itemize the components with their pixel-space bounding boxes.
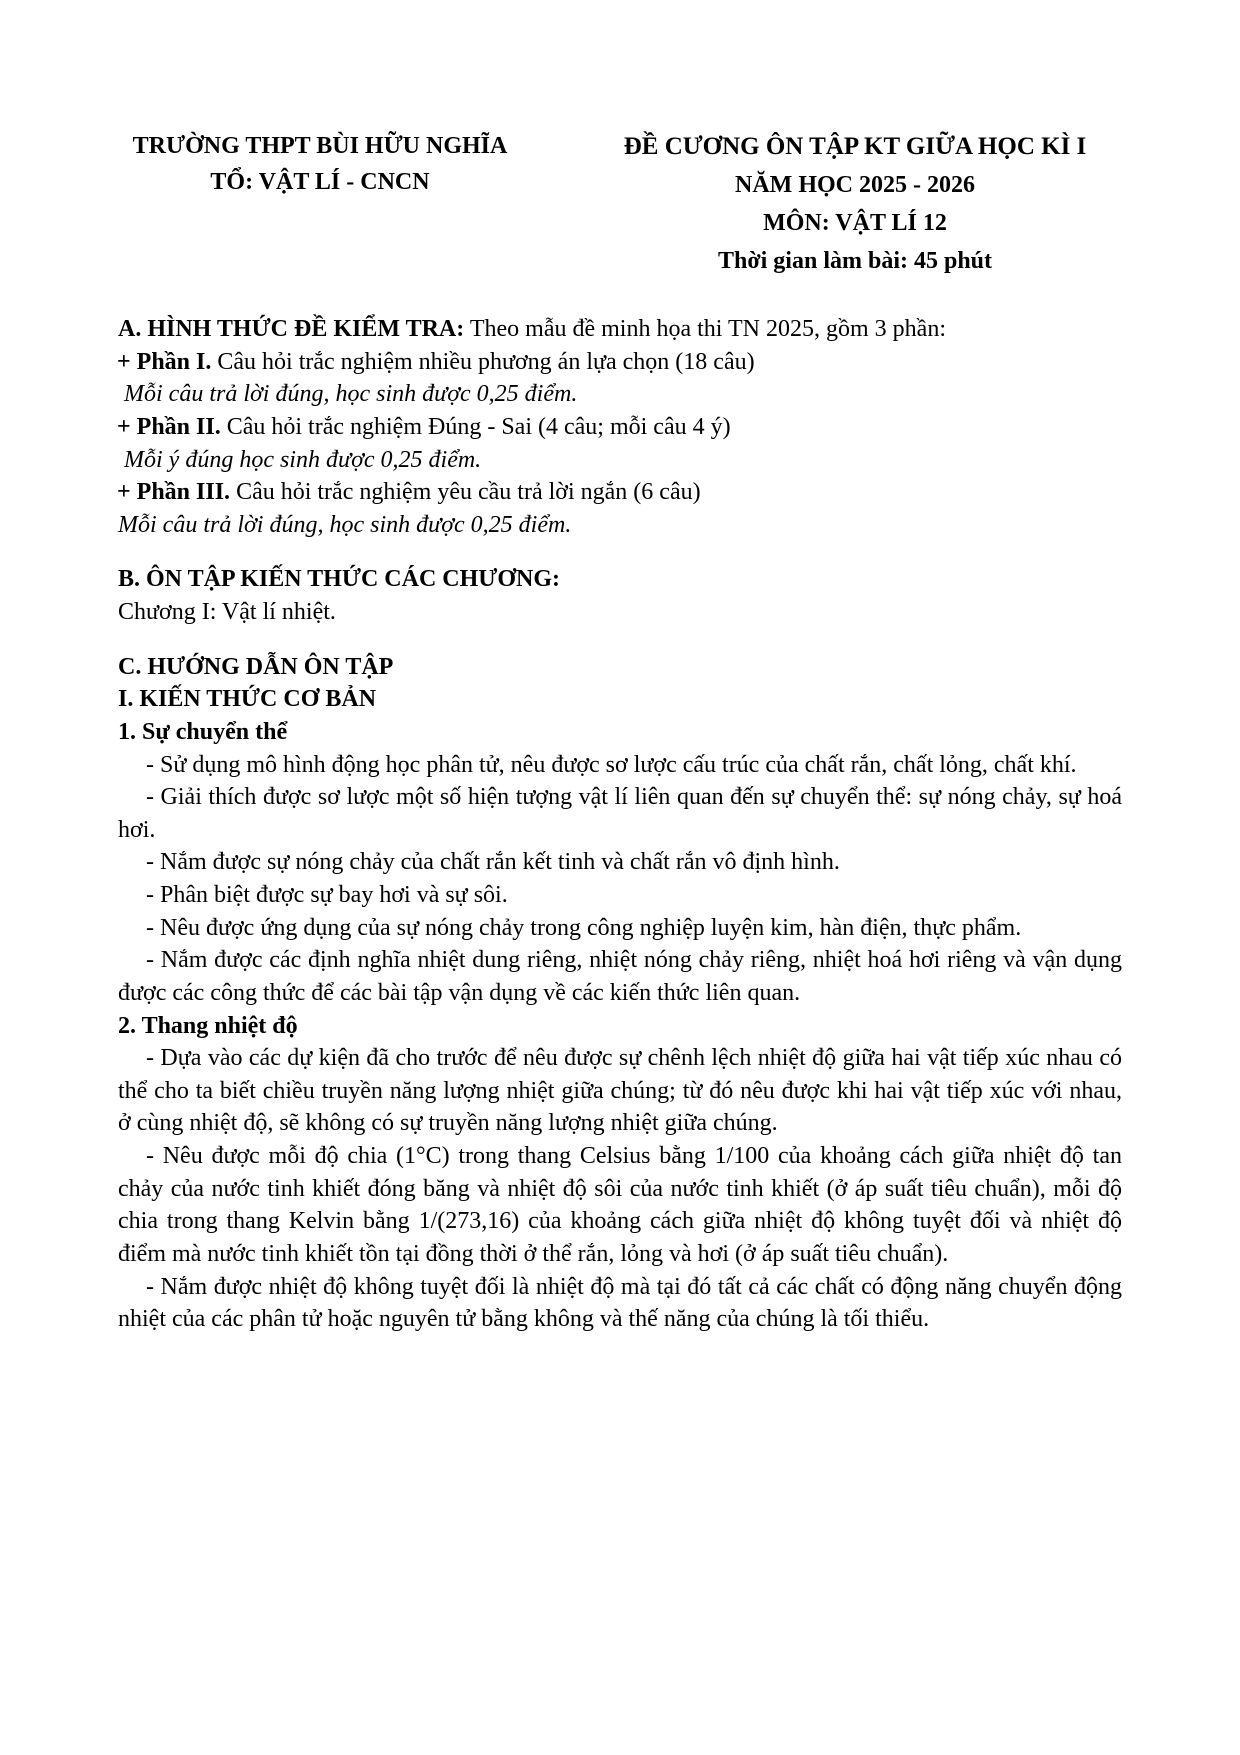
topic-1-item: - Nêu được ứng dụng của sự nóng chảy trong công nghiệp luyện kim, hàn điện, thực phẩm. [146,914,1022,941]
topic-1-item: - Nắm được sự nóng chảy của chất rắn kết tinh và chất rắn vô định hình. [146,849,840,876]
section-c [118,651,1122,1336]
part-3-desc: Câu hỏi trắc nghiệm yêu cầu trả lời ngắn (6 câu) [230,479,701,506]
section-a [118,313,1122,541]
chapter-name: Chương I: Vật lí nhiệt. [118,599,336,625]
exam-info [570,128,1140,280]
topic-1-item: - Nắm được các định nghĩa nhiệt dung riêng, nhiệt nóng chảy riêng, nhiệt hoá hơi riêng và vận dụng được các công thức để các bài tập vận dụng về các kiến thức liên quan. [118,947,1122,1006]
part-2-desc: Câu hỏi trắc nghiệm Đúng - Sai (4 câu; mỗi câu 4 ý) [220,413,731,440]
spacer [118,629,1122,651]
part-3-line [117,476,1122,509]
part-2-line [117,411,1122,444]
subject-name: MÔN: VẬT LÍ 12 [763,210,947,236]
section-a-title-rest: Theo mẫu đề minh họa thi TN 2025, gồm 3 phần: [464,316,946,342]
department-name: TỔ: VẬT LÍ - CNCN [210,169,430,195]
part-3-score: Mỗi câu trả lời đúng, học sinh được 0,25 điểm. [118,511,572,538]
part-1-desc: Câu hỏi trắc nghiệm nhiều phương án lựa chọn (18 câu) [211,348,755,375]
topic-1-item: - Sử dụng mô hình động học phân tử, nêu được sơ lược cấu trúc của chất rắn, chất lỏng, chất khí. [146,751,1077,778]
section-c-title: C. HƯỚNG DẪN ÔN TẬP [118,653,394,680]
part-1-label: + Phần I. [117,348,212,375]
school-info [100,128,540,200]
section-a-title: A. HÌNH THỨC ĐỀ KIỂM TRA: [118,316,465,342]
topic-1-item: - Giải thích được sơ lược một số hiện tượng vật lí liên quan đến sự chuyển thể: sự nóng chảy, sự hoá hơi. [118,784,1122,843]
school-name: TRƯỜNG THPT BÙI HỮU NGHĨA [132,133,508,159]
part-3-label: + Phần III. [117,479,231,506]
section-b [118,563,1122,628]
school-year: NĂM HỌC 2025 - 2026 [735,172,975,198]
part-2-score: Mỗi ý đúng học sinh được 0,25 điểm. [124,446,482,473]
section-c-subtitle: I. KIẾN THỨC CƠ BẢN [118,686,377,713]
part-2-label: + Phần II. [117,413,221,440]
topic-2-item: - Nêu được mỗi độ chia (1°C) trong thang Celsius bằng 1/100 của khoảng cách giữa nhiệt độ tan chảy của nước tinh khiết đóng băng và nhiệt độ sôi của nước tinh khiết (ở áp suất tiêu chuẩn), mỗi độ chia trong thang Kelvin bằng 1/(273,16) của khoảng cách giữa nhiệt độ không tuyệt đối và nhiệt độ điểm mà nước tinh khiết tồn tại đồng thời ở thể rắn, lỏng và hơi (ở áp suất tiêu chuẩn). [118,1143,1122,1267]
topic-2-heading: 2. Thang nhiệt độ [118,1012,298,1039]
document-title: ĐỀ CƯƠNG ÔN TẬP KT GIỮA HỌC KÌ I [623,133,1087,160]
section-b-title: B. ÔN TẬP KIẾN THỨC CÁC CHƯƠNG: [118,566,561,593]
document-body [118,313,1122,1336]
document-header [100,128,1140,278]
spacer [118,541,1122,563]
topic-2-item: - Nắm được nhiệt độ không tuyệt đối là nhiệt độ mà tại đó tất cả các chất có động năng chuyển động nhiệt của các phân tử hoặc nguyên tử bằng không và thế năng của chúng là tối thiểu. [118,1273,1122,1333]
part-1-score: Mỗi câu trả lời đúng, học sinh được 0,25 điểm. [124,381,578,408]
exam-duration: Thời gian làm bài: 45 phút [717,248,993,274]
topic-1-heading: 1. Sự chuyển thể [118,718,288,745]
topic-1-item: - Phân biệt được sự bay hơi và sự sôi. [146,882,508,908]
section-a-title-line [118,313,1122,346]
topic-2-item: - Dựa vào các dự kiện đã cho trước để nêu được sự chênh lệch nhiệt độ giữa hai vật tiếp xúc nhau có thể cho ta biết chiều truyền năng lượng nhiệt giữa chúng; từ đó nêu được khi hai vật tiếp xúc với nhau, ở cùng nhiệt độ, sẽ không có sự truyền năng lượng nhiệt giữa chúng. [118,1045,1122,1137]
part-1-line [117,346,1122,379]
